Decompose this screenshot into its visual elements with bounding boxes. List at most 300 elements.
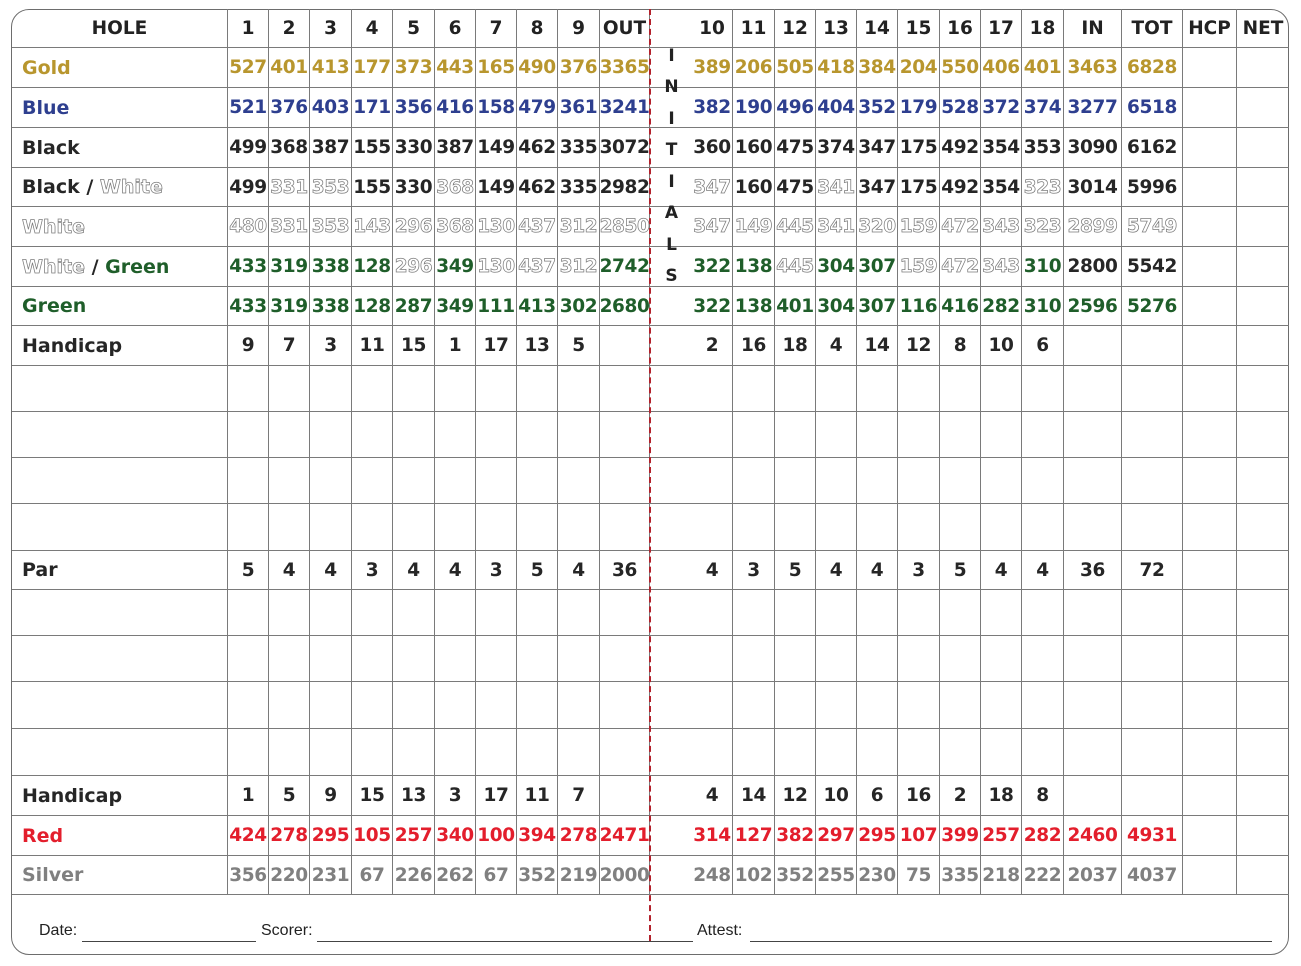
handicap-women-hole-5: 13	[393, 776, 435, 816]
tee-white-in: 2899	[1064, 207, 1122, 247]
player-row-7-score-12[interactable]	[692, 682, 733, 729]
player-row-4-score-8[interactable]	[517, 504, 558, 551]
player-row-1-score-2[interactable]	[269, 366, 310, 412]
player-row-5-score-5[interactable]	[393, 590, 435, 636]
player-row-4-score-15[interactable]	[816, 504, 857, 551]
tee-black-white-hcp[interactable]	[1183, 168, 1237, 207]
player-row-4-score-13[interactable]	[733, 504, 775, 551]
player-row-2-score-9[interactable]	[558, 412, 600, 458]
player-row-4-score-21[interactable]	[1064, 504, 1122, 551]
tee-silver-hole-8: 352	[517, 856, 558, 895]
tee-black-white-label	[12, 168, 228, 207]
player-row-6-score-17[interactable]	[898, 636, 940, 682]
handicap-women-hole-16: 2	[940, 776, 981, 816]
player-row-1-score-21[interactable]	[1064, 366, 1122, 412]
player-row-1-score-1[interactable]	[228, 366, 269, 412]
player-row-7-score-9[interactable]	[558, 682, 600, 729]
player-row-8-net[interactable]	[1237, 729, 1289, 776]
player-row-3-name[interactable]	[12, 458, 228, 504]
tee-black-hole-9: 335	[558, 128, 600, 168]
player-row-8-score-10[interactable]	[600, 729, 650, 776]
player-row-4-score-7[interactable]	[476, 504, 517, 551]
player-row-3-score-13[interactable]	[733, 458, 775, 504]
tee-white-hole-2: 331	[269, 207, 310, 247]
player-row-3-score-20[interactable]	[1022, 458, 1064, 504]
tee-green-tot: 5276	[1122, 287, 1183, 326]
player-row-6-score-23[interactable]	[1183, 636, 1237, 682]
player-row-1-score-7[interactable]	[476, 366, 517, 412]
player-row-8-score-22[interactable]	[1122, 729, 1183, 776]
player-row-8-score-7[interactable]	[476, 729, 517, 776]
player-row-4-score-6[interactable]	[435, 504, 476, 551]
player-row-6-score-3[interactable]	[310, 636, 352, 682]
par-net[interactable]	[1237, 551, 1289, 590]
tee-green-hole-6: 349	[435, 287, 476, 326]
handicap-women-hole-18: 8	[1022, 776, 1064, 816]
player-row-5-score-15[interactable]	[816, 590, 857, 636]
player-row-4-score-1[interactable]	[228, 504, 269, 551]
player-row-5-score-18[interactable]	[940, 590, 981, 636]
tee-black-white-hole-1: 499	[228, 168, 269, 207]
tee-black-white-label-separator: /	[79, 176, 100, 198]
par-tot: 72	[1122, 551, 1183, 590]
player-row-8-score-4[interactable]	[352, 729, 393, 776]
player-row-6-score-2[interactable]	[269, 636, 310, 682]
player-row-6-score-15[interactable]	[816, 636, 857, 682]
tee-silver-initials	[650, 856, 692, 895]
handicap-men-hole-18: 6	[1022, 326, 1064, 366]
player-row-6-score-21[interactable]	[1064, 636, 1122, 682]
header-hole-12: 12	[775, 9, 816, 48]
player-row-7-score-13[interactable]	[733, 682, 775, 729]
player-row-7-score-20[interactable]	[1022, 682, 1064, 729]
tee-red-label-text: Red	[22, 824, 64, 847]
player-row-1-score-4[interactable]	[352, 366, 393, 412]
tee-white-green-hcp[interactable]	[1183, 247, 1237, 287]
player-row-3-score-2[interactable]	[269, 458, 310, 504]
initials-letter: L	[666, 234, 677, 255]
player-row-4-score-14[interactable]	[775, 504, 816, 551]
player-row-1-score-23[interactable]	[1183, 366, 1237, 412]
player-row-1-score-12[interactable]	[692, 366, 733, 412]
player-row-1-score-3[interactable]	[310, 366, 352, 412]
player-row-7-score-3[interactable]	[310, 682, 352, 729]
player-row-6-score-4[interactable]	[352, 636, 393, 682]
player-row-8-score-21[interactable]	[1064, 729, 1122, 776]
handicap-women-hole-2: 5	[269, 776, 310, 816]
tee-white-green-hole-15: 159	[898, 247, 940, 287]
player-row-6-initials	[650, 636, 692, 682]
handicap-men-hcp[interactable]	[1183, 326, 1237, 366]
player-row-6-score-5[interactable]	[393, 636, 435, 682]
player-row-5-score-14[interactable]	[775, 590, 816, 636]
player-row-6-score-1[interactable]	[228, 636, 269, 682]
initials-letter: N	[664, 77, 679, 98]
player-row-8-name[interactable]	[12, 729, 228, 776]
player-row-3-score-7[interactable]	[476, 458, 517, 504]
tee-red-hole-1: 424	[228, 816, 269, 856]
tee-black-white-net[interactable]	[1237, 168, 1289, 207]
player-row-2-score-15[interactable]	[816, 412, 857, 458]
player-row-5-score-8[interactable]	[517, 590, 558, 636]
tee-white-green-hole-12: 445	[775, 247, 816, 287]
tee-gold-label	[12, 48, 228, 88]
player-row-8-score-6[interactable]	[435, 729, 476, 776]
player-row-4-score-19[interactable]	[981, 504, 1022, 551]
player-row-7-net[interactable]	[1237, 682, 1289, 729]
player-row-8-score-17[interactable]	[898, 729, 940, 776]
player-row-7-score-8[interactable]	[517, 682, 558, 729]
tee-green-hole-17: 282	[981, 287, 1022, 326]
player-row-7-score-10[interactable]	[600, 682, 650, 729]
player-row-8-score-18[interactable]	[940, 729, 981, 776]
tee-silver-hcp[interactable]	[1183, 856, 1237, 895]
player-row-3-score-4[interactable]	[352, 458, 393, 504]
player-row-1-score-20[interactable]	[1022, 366, 1064, 412]
player-row-6-score-16[interactable]	[857, 636, 898, 682]
player-row-2-score-6[interactable]	[435, 412, 476, 458]
tee-blue-out: 3241	[600, 88, 650, 128]
par-hole-7: 3	[476, 551, 517, 590]
player-row-7-score-17[interactable]	[898, 682, 940, 729]
player-row-6-score-20[interactable]	[1022, 636, 1064, 682]
player-row-7-score-7[interactable]	[476, 682, 517, 729]
tee-green-hcp[interactable]	[1183, 287, 1237, 326]
player-row-5-score-9[interactable]	[558, 590, 600, 636]
player-row-4-score-10[interactable]	[600, 504, 650, 551]
player-row-2-score-20[interactable]	[1022, 412, 1064, 458]
player-row-2-net[interactable]	[1237, 412, 1289, 458]
player-row-3-score-19[interactable]	[981, 458, 1022, 504]
tee-black-hole-12: 475	[775, 128, 816, 168]
player-row-3-score-18[interactable]	[940, 458, 981, 504]
player-row-7-score-14[interactable]	[775, 682, 816, 729]
tee-white-green-hole-6: 349	[435, 247, 476, 287]
player-row-3-score-14[interactable]	[775, 458, 816, 504]
tee-black-hcp[interactable]	[1183, 128, 1237, 168]
player-row-3-net[interactable]	[1237, 458, 1289, 504]
player-row-2-score-16[interactable]	[857, 412, 898, 458]
tee-white-green-label-separator: /	[84, 255, 106, 278]
player-row-7-name[interactable]	[12, 682, 228, 729]
tee-white-green-hole-2: 319	[269, 247, 310, 287]
player-row-1-net[interactable]	[1237, 366, 1289, 412]
tee-blue-hole-15: 179	[898, 88, 940, 128]
player-row-4-score-20[interactable]	[1022, 504, 1064, 551]
tee-white-hole-14: 320	[857, 207, 898, 247]
player-row-2-score-13[interactable]	[733, 412, 775, 458]
player-row-5-score-1[interactable]	[228, 590, 269, 636]
player-row-1-score-16[interactable]	[857, 366, 898, 412]
tee-green-hole-7: 111	[476, 287, 517, 326]
player-row-1-score-10[interactable]	[600, 366, 650, 412]
player-row-7-score-5[interactable]	[393, 682, 435, 729]
header-hole-7: 7	[476, 9, 517, 48]
tee-white-hole-1: 480	[228, 207, 269, 247]
header-hole-9: 9	[558, 9, 600, 48]
handicap-men-hole-6: 1	[435, 326, 476, 366]
player-row-2-score-5[interactable]	[393, 412, 435, 458]
player-row-5-score-2[interactable]	[269, 590, 310, 636]
date-line[interactable]	[82, 941, 256, 942]
handicap-women-hole-17: 18	[981, 776, 1022, 816]
player-row-7-score-15[interactable]	[816, 682, 857, 729]
player-row-5-score-19[interactable]	[981, 590, 1022, 636]
player-row-6-score-8[interactable]	[517, 636, 558, 682]
player-row-1-score-15[interactable]	[816, 366, 857, 412]
player-row-6-score-6[interactable]	[435, 636, 476, 682]
tee-blue-net[interactable]	[1237, 88, 1289, 128]
player-row-8-score-13[interactable]	[733, 729, 775, 776]
tee-green-hole-4: 128	[352, 287, 393, 326]
player-row-2-score-19[interactable]	[981, 412, 1022, 458]
player-row-4-score-4[interactable]	[352, 504, 393, 551]
player-row-2-score-10[interactable]	[600, 412, 650, 458]
player-row-8-score-14[interactable]	[775, 729, 816, 776]
tee-gold-hole-7: 165	[476, 48, 517, 88]
par-hcp[interactable]	[1183, 551, 1237, 590]
tee-silver-hole-4: 67	[352, 856, 393, 895]
player-row-2-score-21[interactable]	[1064, 412, 1122, 458]
player-row-2-score-8[interactable]	[517, 412, 558, 458]
player-row-7-score-1[interactable]	[228, 682, 269, 729]
player-row-8-score-8[interactable]	[517, 729, 558, 776]
tee-black-hole-11: 160	[733, 128, 775, 168]
player-row-6-score-10[interactable]	[600, 636, 650, 682]
player-row-2-score-3[interactable]	[310, 412, 352, 458]
tee-red-hole-4: 105	[352, 816, 393, 856]
player-row-6-score-19[interactable]	[981, 636, 1022, 682]
player-row-7-score-19[interactable]	[981, 682, 1022, 729]
tee-white-green-net[interactable]	[1237, 247, 1289, 287]
player-row-3-score-16[interactable]	[857, 458, 898, 504]
tee-white-hcp[interactable]	[1183, 207, 1237, 247]
tee-white-hole-8: 437	[517, 207, 558, 247]
player-row-5-score-3[interactable]	[310, 590, 352, 636]
player-row-5-score-17[interactable]	[898, 590, 940, 636]
player-row-2-score-23[interactable]	[1183, 412, 1237, 458]
tee-blue-hole-7: 158	[476, 88, 517, 128]
player-row-8-score-12[interactable]	[692, 729, 733, 776]
tee-blue-hole-3: 403	[310, 88, 352, 128]
player-row-1-score-14[interactable]	[775, 366, 816, 412]
tee-blue-hcp[interactable]	[1183, 88, 1237, 128]
player-row-1-score-5[interactable]	[393, 366, 435, 412]
player-row-8-score-2[interactable]	[269, 729, 310, 776]
player-row-4-name[interactable]	[12, 504, 228, 551]
par-hole-9: 4	[558, 551, 600, 590]
player-row-4-score-17[interactable]	[898, 504, 940, 551]
initials-letter: S	[665, 265, 678, 286]
player-row-6-net[interactable]	[1237, 636, 1289, 682]
handicap-women-label-text: Handicap	[22, 784, 123, 807]
tee-black-net[interactable]	[1237, 128, 1289, 168]
tee-white-hole-5: 296	[393, 207, 435, 247]
player-row-7-score-22[interactable]	[1122, 682, 1183, 729]
player-row-3-score-10[interactable]	[600, 458, 650, 504]
player-row-2-score-17[interactable]	[898, 412, 940, 458]
header-hole-18: 18	[1022, 9, 1064, 48]
tee-black-hole-15: 175	[898, 128, 940, 168]
player-row-6-score-18[interactable]	[940, 636, 981, 682]
tee-silver-net[interactable]	[1237, 856, 1289, 895]
player-row-4-score-9[interactable]	[558, 504, 600, 551]
player-row-1-score-6[interactable]	[435, 366, 476, 412]
handicap-women-hole-3: 9	[310, 776, 352, 816]
header-hole-2: 2	[269, 9, 310, 48]
player-row-5-score-12[interactable]	[692, 590, 733, 636]
tee-gold-hcp[interactable]	[1183, 48, 1237, 88]
player-row-3-score-5[interactable]	[393, 458, 435, 504]
tee-red-hcp[interactable]	[1183, 816, 1237, 856]
player-row-3-score-17[interactable]	[898, 458, 940, 504]
player-row-2-score-2[interactable]	[269, 412, 310, 458]
tee-gold-hole-14: 384	[857, 48, 898, 88]
player-row-3-score-22[interactable]	[1122, 458, 1183, 504]
player-row-8-score-16[interactable]	[857, 729, 898, 776]
par-hole-12: 5	[775, 551, 816, 590]
player-row-4-score-22[interactable]	[1122, 504, 1183, 551]
player-row-8-score-19[interactable]	[981, 729, 1022, 776]
player-row-3-score-15[interactable]	[816, 458, 857, 504]
player-row-6-score-22[interactable]	[1122, 636, 1183, 682]
player-row-2-score-18[interactable]	[940, 412, 981, 458]
handicap-men-net[interactable]	[1237, 326, 1289, 366]
player-row-4-score-12[interactable]	[692, 504, 733, 551]
player-row-4-score-23[interactable]	[1183, 504, 1237, 551]
player-row-5-score-16[interactable]	[857, 590, 898, 636]
player-row-4-score-18[interactable]	[940, 504, 981, 551]
player-row-7-score-16[interactable]	[857, 682, 898, 729]
tee-blue-tot: 6518	[1122, 88, 1183, 128]
player-row-3-score-3[interactable]	[310, 458, 352, 504]
player-row-6-score-7[interactable]	[476, 636, 517, 682]
player-row-4-net[interactable]	[1237, 504, 1289, 551]
tee-white-hole-12: 445	[775, 207, 816, 247]
tee-white-net[interactable]	[1237, 207, 1289, 247]
player-row-4-score-2[interactable]	[269, 504, 310, 551]
attest-line[interactable]	[750, 941, 1272, 942]
player-row-5-score-10[interactable]	[600, 590, 650, 636]
tee-white-green-in: 2800	[1064, 247, 1122, 287]
player-row-5-score-13[interactable]	[733, 590, 775, 636]
handicap-women-hole-7: 17	[476, 776, 517, 816]
player-row-5-score-4[interactable]	[352, 590, 393, 636]
tee-gold-net[interactable]	[1237, 48, 1289, 88]
player-row-8-score-5[interactable]	[393, 729, 435, 776]
player-row-7-score-23[interactable]	[1183, 682, 1237, 729]
player-row-2-score-4[interactable]	[352, 412, 393, 458]
player-row-8-score-3[interactable]	[310, 729, 352, 776]
player-row-3-score-8[interactable]	[517, 458, 558, 504]
tee-white-green-hole-3: 338	[310, 247, 352, 287]
player-row-5-score-6[interactable]	[435, 590, 476, 636]
player-row-1-score-9[interactable]	[558, 366, 600, 412]
tee-red-net[interactable]	[1237, 816, 1289, 856]
handicap-women-net[interactable]	[1237, 776, 1289, 816]
player-row-1-score-18[interactable]	[940, 366, 981, 412]
tee-green-net[interactable]	[1237, 287, 1289, 326]
tee-gold-hole-17: 406	[981, 48, 1022, 88]
player-row-5-score-23[interactable]	[1183, 590, 1237, 636]
player-row-3-score-23[interactable]	[1183, 458, 1237, 504]
player-row-4-score-5[interactable]	[393, 504, 435, 551]
tee-green-hole-11: 138	[733, 287, 775, 326]
player-row-5-score-22[interactable]	[1122, 590, 1183, 636]
player-row-1-score-17[interactable]	[898, 366, 940, 412]
tee-silver-hole-13: 255	[816, 856, 857, 895]
player-row-3-score-9[interactable]	[558, 458, 600, 504]
player-row-7-score-4[interactable]	[352, 682, 393, 729]
player-row-4-score-16[interactable]	[857, 504, 898, 551]
header-hole-5: 5	[393, 9, 435, 48]
player-row-8-score-1[interactable]	[228, 729, 269, 776]
player-row-6-score-12[interactable]	[692, 636, 733, 682]
handicap-women-label	[12, 776, 228, 816]
player-row-2-score-1[interactable]	[228, 412, 269, 458]
tee-silver-hole-5: 226	[393, 856, 435, 895]
scorer-line[interactable]	[317, 941, 693, 942]
player-row-3-score-6[interactable]	[435, 458, 476, 504]
tee-black-hole-17: 354	[981, 128, 1022, 168]
player-row-2-score-12[interactable]	[692, 412, 733, 458]
player-row-1-score-8[interactable]	[517, 366, 558, 412]
tee-white-hole-6: 368	[435, 207, 476, 247]
player-row-7-score-18[interactable]	[940, 682, 981, 729]
tee-green-hole-2: 319	[269, 287, 310, 326]
tee-gold-hole-16: 550	[940, 48, 981, 88]
tee-black-label-text: Black	[22, 136, 80, 159]
player-row-1-score-22[interactable]	[1122, 366, 1183, 412]
player-row-5-score-20[interactable]	[1022, 590, 1064, 636]
tee-white-hole-17: 343	[981, 207, 1022, 247]
player-row-8-score-23[interactable]	[1183, 729, 1237, 776]
player-row-2-score-7[interactable]	[476, 412, 517, 458]
player-row-6-score-13[interactable]	[733, 636, 775, 682]
player-row-2-name[interactable]	[12, 412, 228, 458]
player-row-5-net[interactable]	[1237, 590, 1289, 636]
player-row-4-score-3[interactable]	[310, 504, 352, 551]
tee-red-out: 2471	[600, 816, 650, 856]
player-row-7-score-2[interactable]	[269, 682, 310, 729]
player-row-3-score-12[interactable]	[692, 458, 733, 504]
player-row-3-score-21[interactable]	[1064, 458, 1122, 504]
player-row-5-score-21[interactable]	[1064, 590, 1122, 636]
tee-green-label-text: Green	[22, 295, 87, 317]
tee-blue-hole-11: 190	[733, 88, 775, 128]
tee-red-hole-12: 382	[775, 816, 816, 856]
player-row-3-score-1[interactable]	[228, 458, 269, 504]
player-row-8-score-9[interactable]	[558, 729, 600, 776]
player-row-8-score-15[interactable]	[816, 729, 857, 776]
player-row-2-score-22[interactable]	[1122, 412, 1183, 458]
player-row-6-score-9[interactable]	[558, 636, 600, 682]
player-row-6-name[interactable]	[12, 636, 228, 682]
player-row-6-score-14[interactable]	[775, 636, 816, 682]
tee-black-white-hole-7: 149	[476, 168, 517, 207]
player-row-5-name[interactable]	[12, 590, 228, 636]
player-row-2-score-14[interactable]	[775, 412, 816, 458]
player-row-1-score-19[interactable]	[981, 366, 1022, 412]
handicap-women-hcp[interactable]	[1183, 776, 1237, 816]
tee-black-hole-13: 374	[816, 128, 857, 168]
player-row-1-score-13[interactable]	[733, 366, 775, 412]
player-row-8-score-20[interactable]	[1022, 729, 1064, 776]
player-row-5-score-7[interactable]	[476, 590, 517, 636]
player-row-7-score-6[interactable]	[435, 682, 476, 729]
player-row-7-score-21[interactable]	[1064, 682, 1122, 729]
player-row-1-name[interactable]	[12, 366, 228, 412]
